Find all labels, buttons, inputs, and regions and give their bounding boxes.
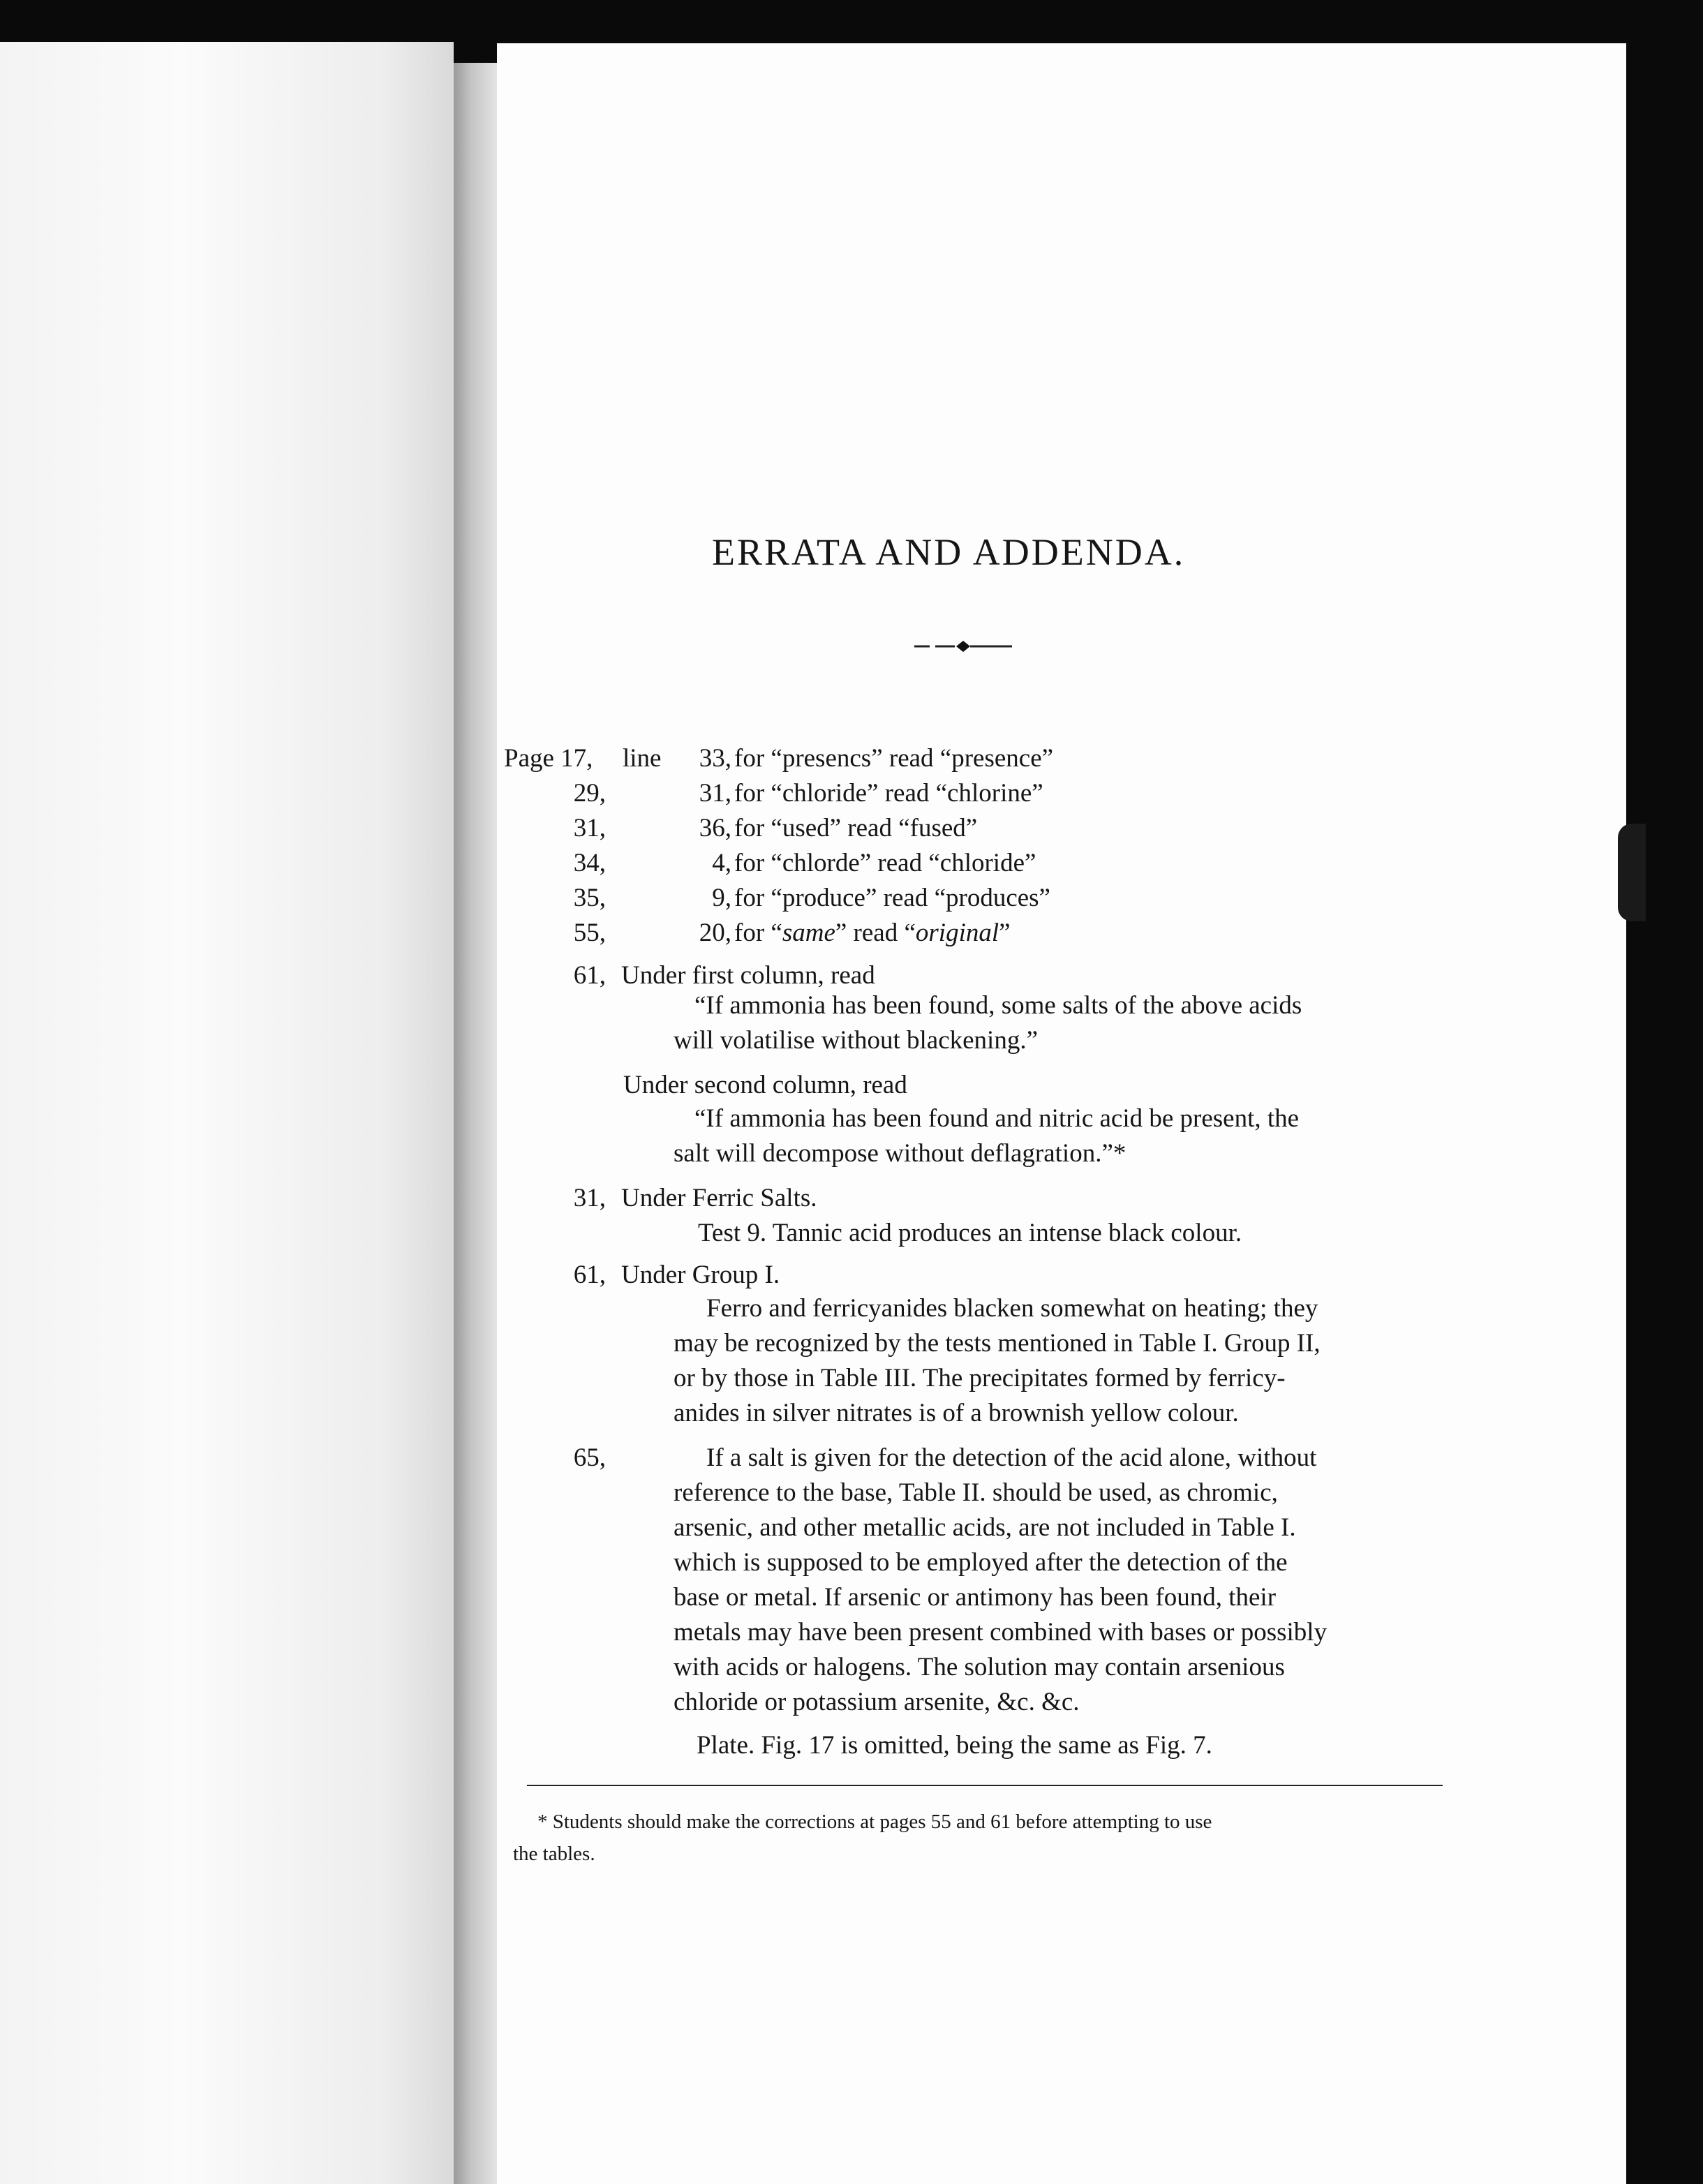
addendum-text: or by those in Table III. The precipitates formed by ferricy-: [674, 1364, 1286, 1392]
addendum-text: will volatilise without blackening.”: [674, 1026, 1039, 1055]
footnote-line: * Students should make the corrections at pages 55 and 61 before attempting to use: [537, 1811, 1212, 1833]
errata-line: 4,: [712, 849, 731, 877]
errata-correction: for “chlorde” read “chloride”: [734, 849, 1036, 877]
addendum-heading: Under Group I.: [621, 1261, 780, 1289]
addendum-text: with acids or halogens. The solution may contain arsenious: [674, 1653, 1285, 1681]
addendum-page: 61,: [573, 961, 606, 990]
ornament-divider: [914, 632, 1012, 660]
errata-line-label: line: [623, 744, 662, 773]
left-page-blank: [0, 42, 454, 2184]
errata-correction: [734, 916, 1011, 951]
addendum-text: “If ammonia has been found, some salts of the above acids: [694, 991, 1302, 1020]
errata-correction: for “presencs” read “presence”: [734, 744, 1054, 773]
addendum-page: 61,: [573, 1261, 606, 1289]
addendum-plate-note: Plate. Fig. 17 is omitted, being the same as Fig. 7.: [697, 1731, 1212, 1760]
addendum-text: Ferro and ferricyanides blacken somewhat on heating; they: [706, 1294, 1318, 1323]
page-edge-clip: [1618, 824, 1646, 921]
errata-line: 36,: [699, 814, 731, 842]
addendum-text: salt will decompose without deflagration.”*: [674, 1139, 1126, 1168]
errata-page: 34,: [573, 849, 606, 877]
footnote-rule: [527, 1785, 1443, 1786]
book-spine-shadow: [454, 63, 497, 2184]
addendum-page: 65,: [573, 1443, 606, 1472]
errata-correction: for “produce” read “produces”: [734, 884, 1050, 912]
footnote-line: the tables.: [513, 1843, 595, 1865]
errata-line: 20,: [699, 919, 731, 947]
addendum-text: If a salt is given for the detection of the acid alone, without: [706, 1443, 1317, 1472]
errata-page: 35,: [573, 884, 606, 912]
addendum-text: metals may have been present combined with bases or possibly: [674, 1618, 1328, 1647]
addendum-heading: Under first column, read: [621, 961, 875, 990]
errata-text: ” read “: [835, 919, 916, 947]
errata-italic-word: same: [782, 919, 835, 947]
addendum-text: which is supposed to be employed after the detection of the: [674, 1548, 1288, 1577]
addendum-text: chloride or potassium arsenite, &c. &c.: [674, 1688, 1080, 1716]
errata-text: for “: [734, 919, 782, 947]
addendum-text: reference to the base, Table II. should be used, as chromic,: [674, 1478, 1278, 1507]
addendum-text: “If ammonia has been found and nitric acid be present, the: [694, 1104, 1300, 1133]
errata-line: 33,: [699, 744, 731, 773]
errata-text: ”: [999, 919, 1011, 947]
addendum-heading: Under Ferric Salts.: [621, 1184, 817, 1212]
errata-correction: for “chloride” read “chlorine”: [734, 779, 1043, 808]
addendum-text: arsenic, and other metallic acids, are not included in Table I.: [674, 1513, 1296, 1542]
errata-page: 31,: [573, 814, 606, 842]
errata-line: 9,: [712, 884, 731, 912]
errata-page: Page 17,: [504, 744, 593, 773]
errata-page: 55,: [573, 919, 606, 947]
addendum-text: may be recognized by the tests mentioned in Table I. Group II,: [674, 1329, 1321, 1358]
addendum-page: 31,: [573, 1184, 606, 1212]
page-title: ERRATA AND ADDENDA.: [712, 531, 1186, 574]
addendum-heading: Under second column, read: [623, 1071, 907, 1099]
errata-correction: for “used” read “fused”: [734, 814, 978, 842]
errata-line: 31,: [699, 779, 731, 808]
errata-page: 29,: [573, 779, 606, 808]
addendum-text: anides in silver nitrates is of a brownish yellow colour.: [674, 1399, 1239, 1427]
addendum-text: Test 9. Tannic acid produces an intense black colour.: [698, 1219, 1242, 1247]
errata-italic-word: original: [915, 919, 999, 947]
addendum-text: base or metal. If arsenic or antimony has been found, their: [674, 1583, 1277, 1612]
